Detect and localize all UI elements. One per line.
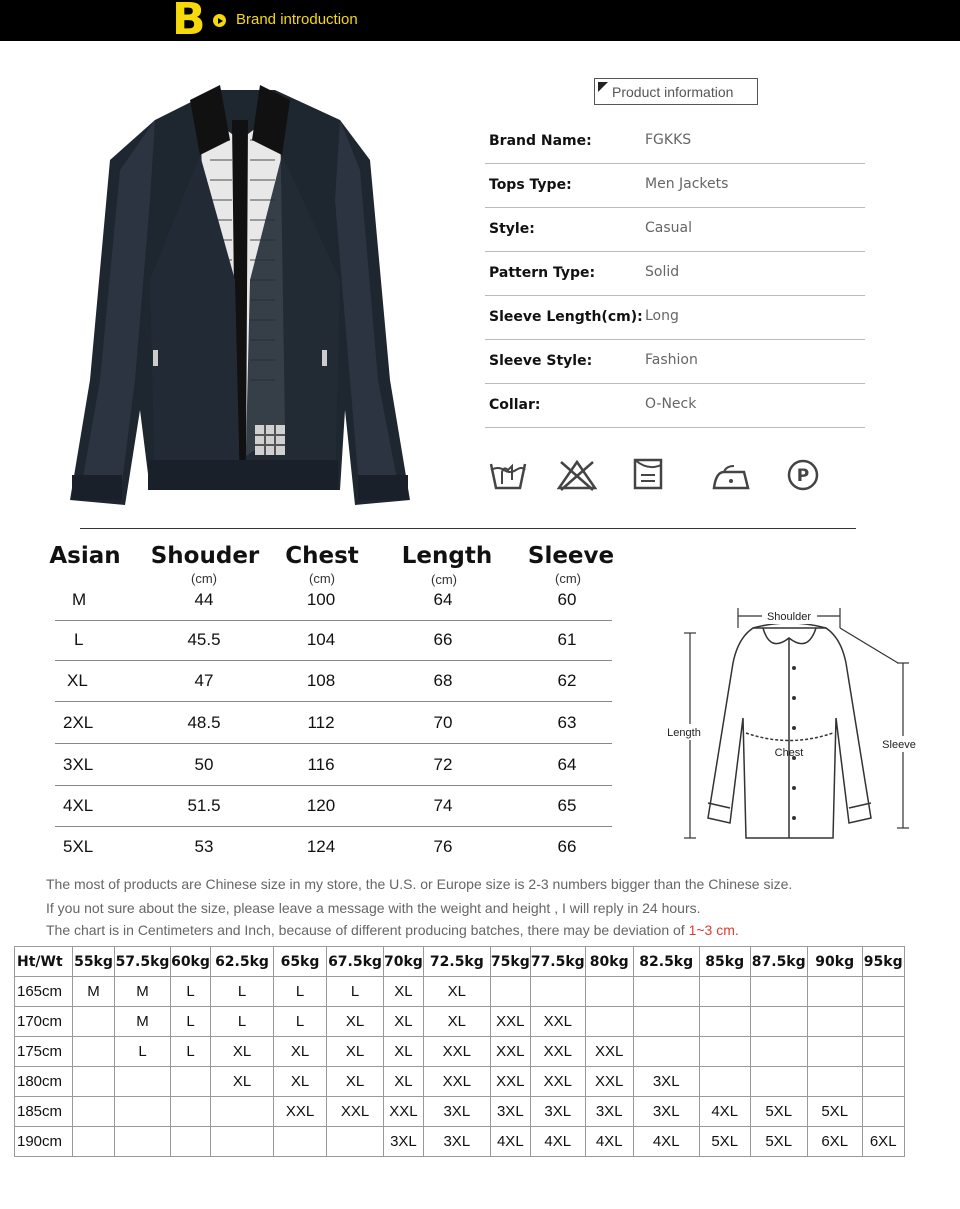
note-deviation-text: The chart is in Centimeters and Inch, because of different producing batches, there may be deviation of xyxy=(46,922,689,938)
grid-size-cell xyxy=(171,1097,211,1127)
svg-text:P: P xyxy=(796,466,810,486)
length-value: 66 xyxy=(433,630,453,649)
info-row-brand xyxy=(485,120,865,164)
note-deviation-range: 1~3 cm. xyxy=(688,922,739,938)
grid-size-cell xyxy=(274,1127,327,1157)
grid-size-cell xyxy=(490,977,530,1007)
grid-weight-header: 65kg xyxy=(274,947,327,977)
grid-weight-header: 90kg xyxy=(807,947,862,977)
grid-size-cell xyxy=(862,1007,904,1037)
brand-header-bar xyxy=(0,0,960,45)
chest-value: 116 xyxy=(307,755,335,774)
grid-size-cell: XL xyxy=(211,1067,274,1097)
grid-size-cell xyxy=(862,1067,904,1097)
grid-size-cell: 3XL xyxy=(423,1097,490,1127)
grid-size-cell: XXL xyxy=(423,1067,490,1097)
grid-size-cell xyxy=(750,977,807,1007)
sleeve-value: 66 xyxy=(557,837,577,856)
grid-size-cell: M xyxy=(115,1007,171,1037)
length-value: 72 xyxy=(433,755,453,774)
shoulder-value: 53 xyxy=(194,837,214,856)
shoulder-value: 45.5 xyxy=(187,630,221,649)
grid-size-cell xyxy=(73,1097,115,1127)
height-weight-size-grid xyxy=(14,946,905,1157)
grid-height-label: 170cm xyxy=(15,1007,73,1037)
grid-row xyxy=(15,1097,905,1127)
grid-size-cell: XXL xyxy=(490,1067,530,1097)
grid-size-cell: XL xyxy=(274,1037,327,1067)
hand-wash-icon xyxy=(488,458,528,492)
section-divider xyxy=(80,528,856,529)
grid-size-cell xyxy=(115,1097,171,1127)
grid-size-cell: XXL xyxy=(274,1097,327,1127)
grid-weight-header: 57.5kg xyxy=(115,947,171,977)
grid-weight-header: 72.5kg xyxy=(423,947,490,977)
shoulder-value: 44 xyxy=(194,590,214,609)
grid-size-cell xyxy=(862,1037,904,1067)
grid-weight-header: 87.5kg xyxy=(750,947,807,977)
grid-size-cell xyxy=(585,1007,633,1037)
brand-letter: B xyxy=(172,0,206,45)
grid-size-cell: 4XL xyxy=(530,1127,585,1157)
size-header-shoulder: Shouder xyxy=(150,543,260,569)
grid-weight-header: 60kg xyxy=(171,947,211,977)
grid-size-cell: L xyxy=(171,1007,211,1037)
grid-size-cell: 4XL xyxy=(633,1127,699,1157)
size-row xyxy=(55,745,612,786)
info-key: Sleeve Style: xyxy=(489,353,593,369)
grid-size-cell: 3XL xyxy=(490,1097,530,1127)
size-row xyxy=(55,827,612,868)
grid-size-cell: XXL xyxy=(585,1067,633,1097)
grid-size-cell: L xyxy=(211,977,274,1007)
unit-label: (cm) xyxy=(309,571,335,586)
size-row xyxy=(55,786,612,827)
dry-clean-icon xyxy=(786,458,820,492)
grid-size-cell xyxy=(699,1037,750,1067)
grid-size-cell xyxy=(807,1037,862,1067)
grid-size-cell xyxy=(73,1127,115,1157)
grid-weight-header: 55kg xyxy=(73,947,115,977)
unit-label: (cm) xyxy=(191,571,217,586)
grid-size-cell xyxy=(327,1127,384,1157)
grid-weight-header: 80kg xyxy=(585,947,633,977)
info-value: FGKKS xyxy=(645,132,692,148)
grid-size-cell: L xyxy=(171,1037,211,1067)
grid-size-cell: L xyxy=(211,1007,274,1037)
info-row-tops-type xyxy=(485,164,865,208)
grid-weight-header: 70kg xyxy=(384,947,424,977)
grid-size-cell: XL xyxy=(327,1007,384,1037)
size-row xyxy=(55,620,612,661)
info-value: Long xyxy=(645,308,679,324)
grid-row xyxy=(15,1037,905,1067)
brand-title: Brand introduction xyxy=(236,11,358,28)
grid-size-cell xyxy=(699,977,750,1007)
grid-size-cell xyxy=(807,977,862,1007)
info-row-collar xyxy=(485,384,865,428)
grid-size-cell: 6XL xyxy=(807,1127,862,1157)
grid-size-cell: L xyxy=(115,1037,171,1067)
grid-size-cell xyxy=(633,1007,699,1037)
size-header-sleeve: Sleeve xyxy=(527,543,615,569)
diagram-label-sleeve: Sleeve xyxy=(882,739,916,751)
length-value: 70 xyxy=(433,713,453,732)
chest-value: 112 xyxy=(307,713,335,732)
grid-size-cell: 3XL xyxy=(585,1097,633,1127)
info-value: Fashion xyxy=(645,352,698,368)
grid-size-cell: 3XL xyxy=(633,1097,699,1127)
diagram-label-shoulder: Shoulder xyxy=(766,611,812,623)
size-label: M xyxy=(72,590,87,609)
grid-row xyxy=(15,1007,905,1037)
sleeve-value: 63 xyxy=(557,713,577,732)
grid-size-cell: XL xyxy=(327,1067,384,1097)
grid-weight-header: 85kg xyxy=(699,947,750,977)
grid-size-cell xyxy=(73,1007,115,1037)
grid-size-cell: 5XL xyxy=(750,1097,807,1127)
info-key: Sleeve Length(cm): xyxy=(489,309,643,325)
chest-value: 120 xyxy=(306,796,336,815)
grid-size-cell xyxy=(750,1067,807,1097)
grid-size-cell xyxy=(115,1127,171,1157)
info-key: Tops Type: xyxy=(489,177,572,193)
grid-weight-header: 77.5kg xyxy=(530,947,585,977)
grid-corner-label: Ht/Wt xyxy=(15,947,73,977)
chest-value: 108 xyxy=(306,671,336,690)
grid-height-label: 180cm xyxy=(15,1067,73,1097)
grid-size-cell: 4XL xyxy=(490,1127,530,1157)
chest-value: 124 xyxy=(306,837,336,856)
note-contact: If you not sure about the size, please leave a message with the weight and height , I will reply in 24 hours. xyxy=(46,900,701,916)
grid-size-cell xyxy=(633,1037,699,1067)
grid-size-cell: 5XL xyxy=(807,1097,862,1127)
grid-size-cell xyxy=(750,1007,807,1037)
grid-size-cell: 3XL xyxy=(423,1127,490,1157)
size-header-asian: Asian xyxy=(49,543,121,569)
info-key: Brand Name: xyxy=(489,133,592,149)
info-row-pattern xyxy=(485,252,865,296)
grid-size-cell xyxy=(211,1127,274,1157)
grid-height-label: 175cm xyxy=(15,1037,73,1067)
grid-size-cell xyxy=(633,977,699,1007)
grid-size-cell: XXL xyxy=(530,1067,585,1097)
grid-weight-header: 67.5kg xyxy=(327,947,384,977)
grid-weight-header: 62.5kg xyxy=(211,947,274,977)
grid-size-cell: XL xyxy=(327,1037,384,1067)
grid-header-row xyxy=(15,947,905,977)
grid-size-cell: XL xyxy=(274,1067,327,1097)
info-row-sleeve-style xyxy=(485,340,865,384)
length-value: 68 xyxy=(433,671,453,690)
grid-size-cell xyxy=(585,977,633,1007)
row-divider xyxy=(55,743,612,744)
grid-size-cell: XL xyxy=(384,1037,424,1067)
shoulder-value: 48.5 xyxy=(187,713,221,732)
grid-size-cell: 3XL xyxy=(384,1127,424,1157)
grid-size-cell xyxy=(211,1097,274,1127)
grid-height-label: 190cm xyxy=(15,1127,73,1157)
grid-size-cell: XXL xyxy=(530,1007,585,1037)
info-key: Style: xyxy=(489,221,535,237)
length-value: 76 xyxy=(433,837,453,856)
grid-row xyxy=(15,1127,905,1157)
grid-height-label: 185cm xyxy=(15,1097,73,1127)
grid-size-cell: L xyxy=(327,977,384,1007)
sleeve-value: 64 xyxy=(557,755,577,774)
measurement-diagram xyxy=(658,598,928,848)
note-deviation xyxy=(46,922,739,938)
size-label: 2XL xyxy=(63,713,94,732)
size-label: 3XL xyxy=(63,755,94,774)
grid-size-cell xyxy=(171,1067,211,1097)
grid-size-cell: XL xyxy=(423,1007,490,1037)
grid-size-cell xyxy=(807,1007,862,1037)
grid-size-cell: 4XL xyxy=(585,1127,633,1157)
size-label: L xyxy=(74,630,84,649)
product-info-table xyxy=(485,120,865,428)
unit-label: (cm) xyxy=(555,571,581,586)
play-icon xyxy=(213,14,226,27)
grid-size-cell xyxy=(73,1037,115,1067)
size-header-chest: Chest xyxy=(285,543,359,569)
grid-size-cell xyxy=(530,977,585,1007)
grid-size-cell: XXL xyxy=(490,1037,530,1067)
grid-size-cell: 3XL xyxy=(530,1097,585,1127)
length-value: 64 xyxy=(433,590,453,609)
chest-value: 104 xyxy=(306,630,336,649)
sleeve-value: 65 xyxy=(557,796,577,815)
grid-size-cell xyxy=(115,1067,171,1097)
grid-size-cell xyxy=(862,977,904,1007)
grid-size-cell: L xyxy=(274,977,327,1007)
product-info-badge: Product information xyxy=(594,78,758,105)
info-value: Casual xyxy=(645,220,692,236)
grid-size-cell: XL xyxy=(423,977,490,1007)
length-value: 74 xyxy=(433,796,453,815)
chest-value: 100 xyxy=(306,590,336,609)
grid-size-cell: 3XL xyxy=(633,1067,699,1097)
grid-size-cell: XL xyxy=(384,1067,424,1097)
grid-size-cell: XXL xyxy=(327,1097,384,1127)
size-row xyxy=(55,661,612,702)
grid-size-cell: 4XL xyxy=(699,1097,750,1127)
grid-size-cell: XXL xyxy=(530,1037,585,1067)
grid-size-cell xyxy=(750,1037,807,1067)
sleeve-value: 62 xyxy=(557,671,577,690)
unit-label: (cm) xyxy=(431,572,457,587)
grid-size-cell: 5XL xyxy=(750,1127,807,1157)
grid-weight-header: 75kg xyxy=(490,947,530,977)
grid-weight-header: 95kg xyxy=(862,947,904,977)
info-value: Solid xyxy=(645,264,680,280)
diagram-label-length: Length xyxy=(667,727,701,739)
line-dry-icon xyxy=(633,457,663,491)
grid-size-cell xyxy=(807,1067,862,1097)
row-divider xyxy=(55,701,612,702)
grid-size-cell xyxy=(171,1127,211,1157)
grid-size-cell: 6XL xyxy=(862,1127,904,1157)
grid-size-cell xyxy=(699,1067,750,1097)
info-row-style xyxy=(485,208,865,252)
size-label: 5XL xyxy=(63,837,94,856)
grid-size-cell: M xyxy=(73,977,115,1007)
iron-low-icon xyxy=(710,462,752,492)
info-value: O-Neck xyxy=(645,396,697,412)
grid-row xyxy=(15,977,905,1007)
shoulder-value: 50 xyxy=(194,755,214,774)
grid-size-cell: XL xyxy=(384,977,424,1007)
size-header-length: Length xyxy=(401,543,493,569)
grid-size-cell: XXL xyxy=(585,1037,633,1067)
grid-row xyxy=(15,1067,905,1097)
grid-size-cell xyxy=(862,1097,904,1127)
grid-size-cell: M xyxy=(115,977,171,1007)
grid-size-cell: XL xyxy=(211,1037,274,1067)
sleeve-value: 60 xyxy=(557,590,577,609)
grid-size-cell: XXL xyxy=(384,1097,424,1127)
grid-height-label: 165cm xyxy=(15,977,73,1007)
note-size-system: The most of products are Chinese size in my store, the U.S. or Europe size is 2-3 numbers bigger than the Chinese size. xyxy=(46,876,793,892)
info-key: Collar: xyxy=(489,397,541,413)
size-label: XL xyxy=(67,671,88,690)
shoulder-value: 51.5 xyxy=(187,796,221,815)
info-row-sleeve-length xyxy=(485,296,865,340)
shoulder-value: 47 xyxy=(194,671,214,690)
info-value: Men Jackets xyxy=(645,176,729,192)
size-row xyxy=(55,580,612,621)
grid-size-cell xyxy=(73,1067,115,1097)
grid-size-cell: XXL xyxy=(490,1007,530,1037)
diagram-label-chest: Chest xyxy=(774,747,804,759)
grid-size-cell: L xyxy=(171,977,211,1007)
grid-weight-header: 82.5kg xyxy=(633,947,699,977)
info-key: Pattern Type: xyxy=(489,265,596,281)
grid-size-cell xyxy=(699,1007,750,1037)
jacket-product-image xyxy=(60,80,420,510)
sleeve-value: 61 xyxy=(557,630,577,649)
no-bleach-icon xyxy=(555,458,599,492)
size-row xyxy=(55,703,612,744)
size-label: 4XL xyxy=(63,796,94,815)
grid-size-cell: XL xyxy=(384,1007,424,1037)
grid-size-cell: 5XL xyxy=(699,1127,750,1157)
grid-size-cell: L xyxy=(274,1007,327,1037)
grid-size-cell: XXL xyxy=(423,1037,490,1067)
